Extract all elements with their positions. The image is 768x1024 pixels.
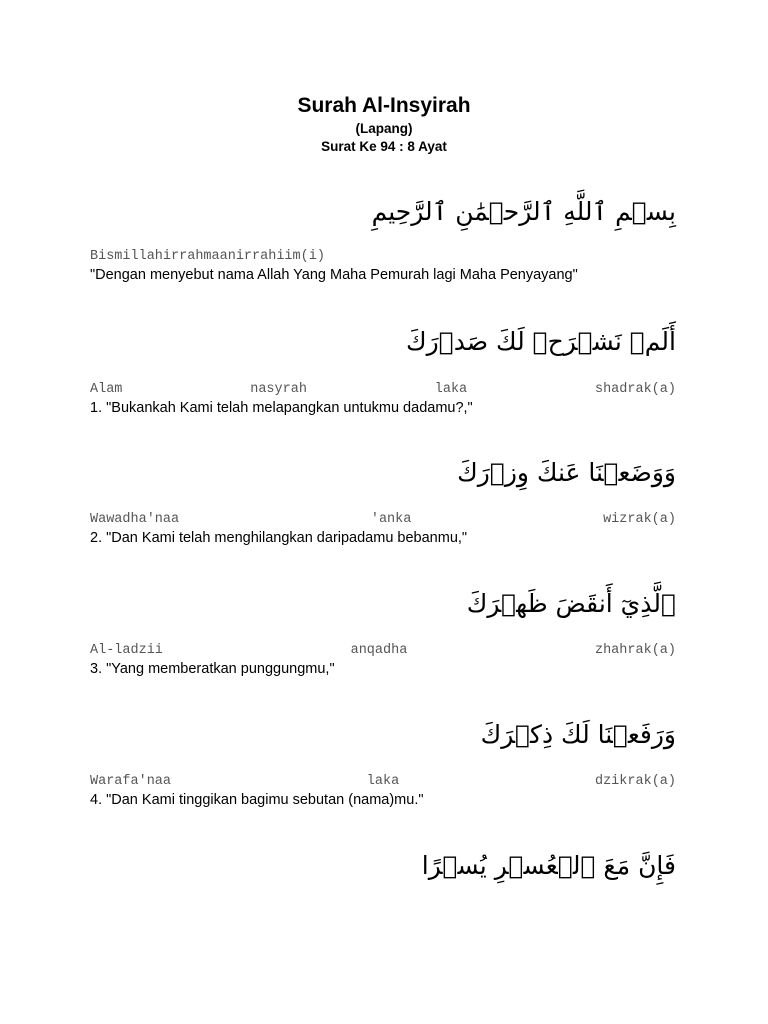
transliteration	[90, 511, 676, 529]
verse-5	[90, 846, 676, 886]
transliteration	[90, 642, 676, 660]
verse-2	[90, 453, 676, 548]
arabic-text: ٱلَّذِيٓ أَنقَضَ ظَهۡرَكَ	[466, 589, 676, 618]
surah-header	[0, 92, 768, 156]
translit-word: Al-ladzii	[90, 643, 163, 658]
translation-text: 3. "Yang memberatkan punggungmu,"	[90, 661, 335, 677]
translit-word: anqadha	[350, 643, 408, 658]
arabic-text: بِسۡمِ ٱللَّهِ ٱلرَّحۡمَٰنِ ٱلرَّحِيمِ	[371, 197, 676, 226]
transliteration	[90, 248, 676, 266]
verse-3	[90, 584, 676, 679]
arabic-text: وَوَضَعۡنَا عَنكَ وِزۡرَكَ	[457, 458, 676, 487]
verse-basmalah	[90, 192, 676, 285]
surah-meaning: (Lapang)	[355, 121, 413, 136]
translit-word: shadrak(a)	[594, 382, 676, 397]
translit-word: Warafa'naa	[90, 774, 172, 789]
translit-word: laka	[366, 774, 400, 789]
surah-info: Surat Ke 94 : 8 Ayat	[321, 139, 447, 154]
translit-word: dzikrak(a)	[594, 774, 676, 789]
translit-word: laka	[434, 382, 468, 397]
surah-title: Surah Al-Insyirah	[297, 94, 471, 117]
translit-word: Alam	[90, 382, 123, 397]
transliteration	[90, 773, 676, 791]
arabic-text: وَرَفَعۡنَا لَكَ ذِكۡرَكَ	[480, 720, 676, 749]
arabic-text: فَإِنَّ مَعَ ٱلۡعُسۡرِ يُسۡرًا	[421, 851, 676, 880]
translation-text: 4. "Dan Kami tinggikan bagimu sebutan (nama)mu."	[90, 792, 424, 808]
translit-word: nasyrah	[250, 382, 307, 397]
verse-1	[90, 322, 676, 418]
translation-text: 2. "Dan Kami telah menghilangkan daripadamu bebanmu,"	[90, 530, 468, 546]
translit-word: wizrak(a)	[603, 512, 676, 527]
verse-4	[90, 715, 676, 810]
arabic-text: أَلَمۡ نَشۡرَحۡ لَكَ صَدۡرَكَ	[406, 327, 676, 356]
translation-text: "Dengan menyebut nama Allah Yang Maha Pemurah lagi Maha Penyayang"	[90, 267, 578, 283]
transliteration	[90, 381, 676, 399]
translit-word: Bismillahirrahmaanirrahiim(i)	[90, 249, 325, 264]
translit-word: 'anka	[370, 512, 412, 527]
translit-word: Wawadha'naa	[90, 512, 180, 527]
translation-text: 1. "Bukankah Kami telah melapangkan untukmu dadamu?,"	[90, 400, 473, 416]
translit-word: zhahrak(a)	[594, 643, 676, 658]
